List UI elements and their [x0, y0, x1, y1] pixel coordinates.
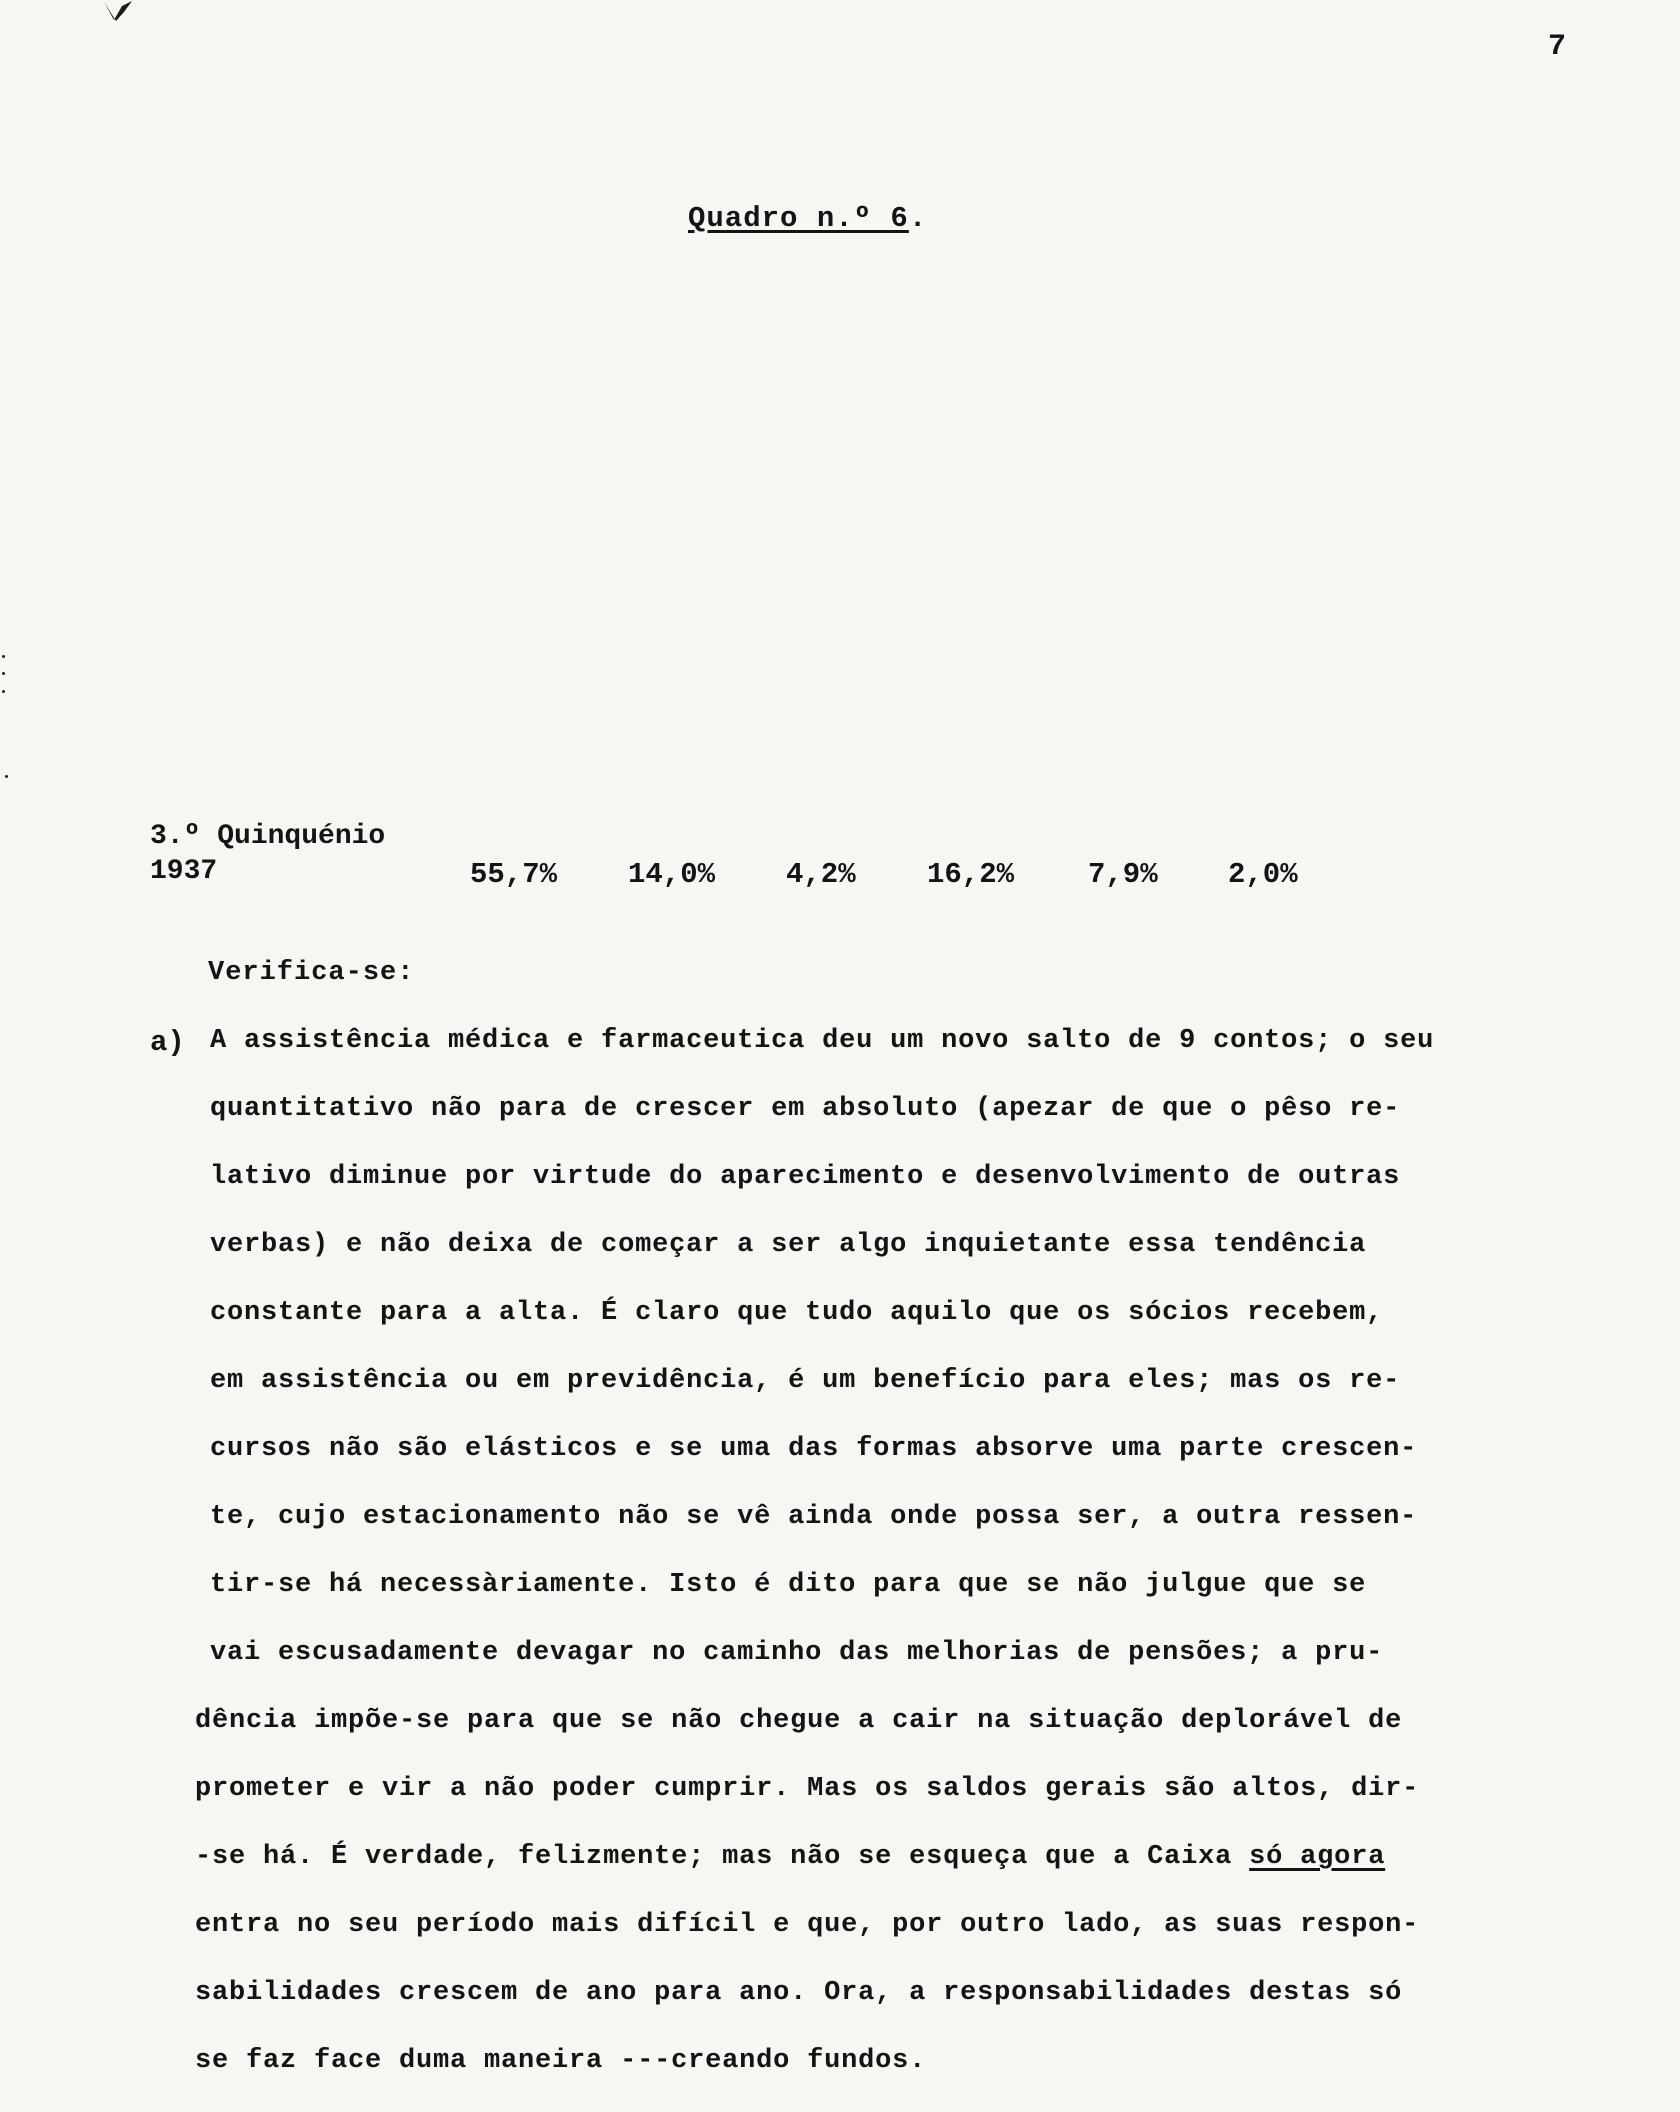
- table-row-label: 3.º Quinquénio: [150, 821, 386, 852]
- table-cell: 2,0%: [1228, 858, 1298, 891]
- paragraph-line: [195, 1978, 1635, 2008]
- table-cell: 14,0%: [628, 858, 716, 891]
- line-text: lativo diminue por virtude do aparecimento e desenvolvimento de outras: [210, 1162, 1401, 1192]
- table-cell: 16,2%: [927, 858, 1015, 891]
- paragraph-line: [210, 1026, 1650, 1056]
- line-text: se faz face duma maneira ---creando fundos.: [195, 2046, 927, 2076]
- line-text: A assistência médica e farmaceutica deu um novo salto de 9 contos; o seu: [210, 1026, 1435, 1056]
- line-text: -se há. É verdade, felizmente; mas não se esqueça que a Caixa: [195, 1842, 1250, 1872]
- title-suffix: .: [908, 202, 928, 235]
- line-text: quantitativo não para de crescer em absoluto (apezar de que o pêso re-: [210, 1094, 1401, 1124]
- paragraph-line: [195, 1706, 1635, 1736]
- paragraph-line: [195, 2046, 1635, 2076]
- paragraph-line: [195, 1842, 1635, 1872]
- paragraph-line: [210, 1230, 1650, 1260]
- paragraph-line: [210, 1162, 1650, 1192]
- paragraph-line: [210, 1638, 1650, 1668]
- underlined-text: só agora: [1249, 1842, 1386, 1872]
- page-title: [688, 202, 927, 235]
- item-marker: a): [150, 1026, 185, 1059]
- line-text: vai escusadamente devagar no caminho das melhorias de pensões; a pru-: [210, 1638, 1384, 1668]
- line-text: sabilidades crescem de ano para ano. Ora, a responsabilidades destas só: [195, 1978, 1403, 2008]
- line-text: dência impõe-se para que se não chegue a cair na situação deplorável de: [195, 1706, 1403, 1736]
- table-cell: 55,7%: [470, 858, 558, 891]
- paragraph-line: [210, 1434, 1650, 1464]
- line-text: em assistência ou em previdência, é um benefício para eles; mas os re-: [210, 1366, 1401, 1396]
- paragraph-line: [210, 1502, 1650, 1532]
- table-row-year: 1937: [150, 856, 218, 887]
- line-text: tir-se há necessàriamente. Isto é dito para que se não julgue que se: [210, 1570, 1367, 1600]
- line-text: prometer e vir a não poder cumprir. Mas os saldos gerais são altos, dir-: [195, 1774, 1420, 1804]
- paragraph-line: [210, 1094, 1650, 1124]
- line-text: constante para a alta. É claro que tudo aquilo que os sócios recebem,: [210, 1298, 1384, 1328]
- margin-speck: [2, 672, 5, 675]
- table-cell: 4,2%: [786, 858, 856, 891]
- line-text: cursos não são elásticos e se uma das formas absorve uma parte crescen-: [210, 1434, 1418, 1464]
- margin-speck: [5, 775, 8, 778]
- paragraph-line: [210, 1570, 1650, 1600]
- margin-speck: [2, 655, 5, 658]
- margin-speck: [2, 690, 5, 693]
- corner-ink-mark: [102, 0, 136, 22]
- line-text: entra no seu período mais difícil e que, por outro lado, as suas respon-: [195, 1910, 1420, 1940]
- line-text: verbas) e não deixa de começar a ser algo inquietante essa tendência: [210, 1230, 1367, 1260]
- intro-text: Verifica-se:: [208, 958, 415, 988]
- table-cell: 7,9%: [1088, 858, 1158, 891]
- paragraph-line: [195, 1910, 1635, 1940]
- paragraph-line: [210, 1298, 1650, 1328]
- paragraph-line: [195, 1774, 1635, 1804]
- paragraph-line: [210, 1366, 1650, 1396]
- page-number: 7: [1548, 30, 1567, 64]
- line-text: te, cujo estacionamento não se vê ainda onde possa ser, a outra ressen-: [210, 1502, 1418, 1532]
- title-text: Quadro n.º 6: [688, 202, 909, 235]
